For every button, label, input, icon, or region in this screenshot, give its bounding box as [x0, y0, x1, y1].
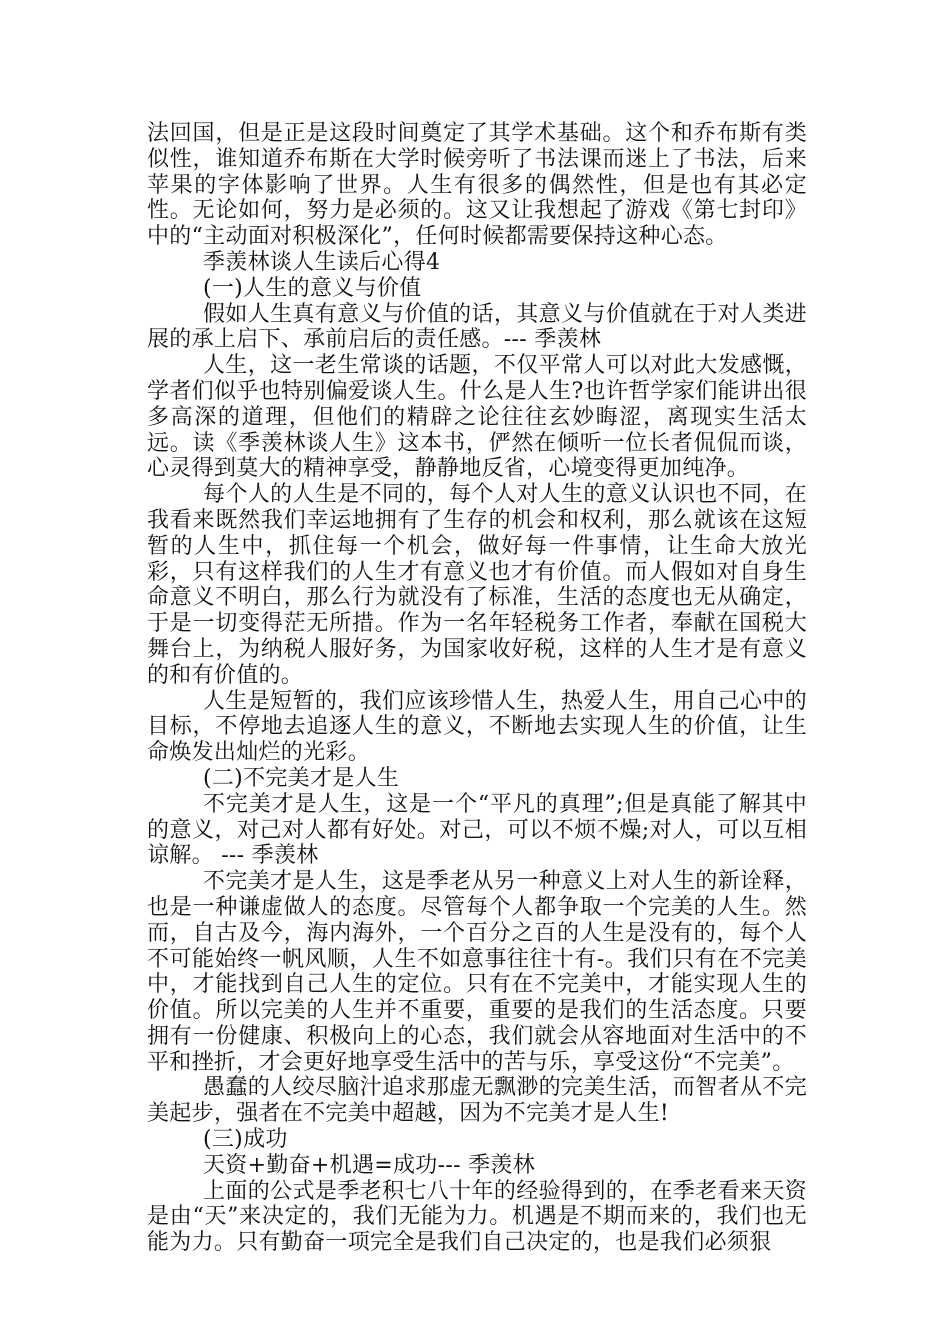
- subheading-meaning-value: (一)人生的意义与价值: [203, 275, 422, 301]
- body-paragraph: 愚蠢的人绞尽脑汁追求那虚无飘渺的完美生活，而智者从不完美起步，强者在不完美中超越，因为不完美才是人生!: [147, 1075, 807, 1127]
- body-paragraph: 人生是短暂的，我们应该珍惜人生，热爱人生，用自己心中的目标，不停地去追逐人生的意义，不断地去实现人生的价值，让生命焕发出灿烂的光彩。: [147, 688, 807, 766]
- body-paragraph: 不完美才是人生，这是季老从另一种意义上对人生的新诠释，也是一种谦虚做人的态度。尽管每个人都争取一个完美的人生。然而，自古及今，海内海外，一个百分之百的人生是没有的，每个人不可能始终一帆风顺，人生不如意事往往十有-。我们只有在不完美中，才能找到自己人生的定位。只有在不完美中，才能实现人生的价值。所以完美的人生并不重要，重要的是我们的生活态度。只要拥有一份健康、积极向上的心态，我们就会从容地面对生活中的不平和挫折，才会更好地享受生活中的苦与乐，享受这份“不完美”。: [147, 869, 807, 1075]
- body-paragraph: 每个人的人生是不同的，每个人对人生的意义认识也不同，在我看来既然我们幸运地拥有了生存的机会和权利，那么就该在这短暂的人生中，抓住每一个机会，做好每一件事情，让生命大放光彩，只有这样我们的人生才有意义也才有价值。而人假如对自身生命意义不明白，那么行为就没有了标准，生活的态度也无从确定，于是一切变得茫无所措。作为一名年轻税务工作者，奉献在国税大舞台上，为纳税人服好务，为国家收好税，这样的人生才是有意义的和有价值的。: [147, 482, 807, 688]
- body-paragraph: 上面的公式是季老积七八十年的经验得到的，在季老看来天资是由“天”来决定的，我们无能为力。机遇是不期而来的，我们也无能为力。只有勤奋一项完全是我们自己决定的，也是我们必须狠: [147, 1178, 807, 1256]
- body-paragraph: 人生，这一老生常谈的话题，不仅平常人可以对此大发感慨，学者们似乎也特别偏爱谈人生。什么是人生?也许哲学家们能讲出很多高深的道理，但他们的精辟之论往往玄妙晦涩，离现实生活太远。读《季羡林谈人生》这本书，俨然在倾听一位长者侃侃而谈，心灵得到莫大的精神享受，静静地反省，心境变得更加纯净。: [147, 353, 807, 482]
- subheading-imperfection: (二)不完美才是人生: [203, 765, 400, 791]
- subheading-success: (三)成功: [203, 1127, 288, 1153]
- document-body: [147, 121, 807, 1256]
- quote-formula: 天资+勤奋+机遇=成功--- 季羡林: [203, 1152, 535, 1178]
- quote-paragraph: 假如人生真有意义与价值的话，其意义与价值就在于对人类进展的承上启下、承前启后的责任感。--- 季羡林: [147, 301, 807, 353]
- quote-paragraph: 不完美才是人生，这是一个“平凡的真理”;但是真能了解其中的意义，对己对人都有好处。对己，可以不烦不燥;对人，可以互相谅解。 --- 季羡林: [147, 791, 807, 869]
- section-title: 季羡林谈人生读后心得4: [203, 249, 441, 275]
- paragraph-continuation: 法回国，但是正是这段时间奠定了其学术基础。这个和乔布斯有类似性，谁知道乔布斯在大学时候旁听了书法课而迷上了书法，后来苹果的字体影响了世界。人生有很多的偶然性，但是也有其必定性。无论如何，努力是必须的。这又让我想起了游戏《第七封印》中的“主动面对积极深化”，任何时候都需要保持这种心态。: [147, 121, 807, 250]
